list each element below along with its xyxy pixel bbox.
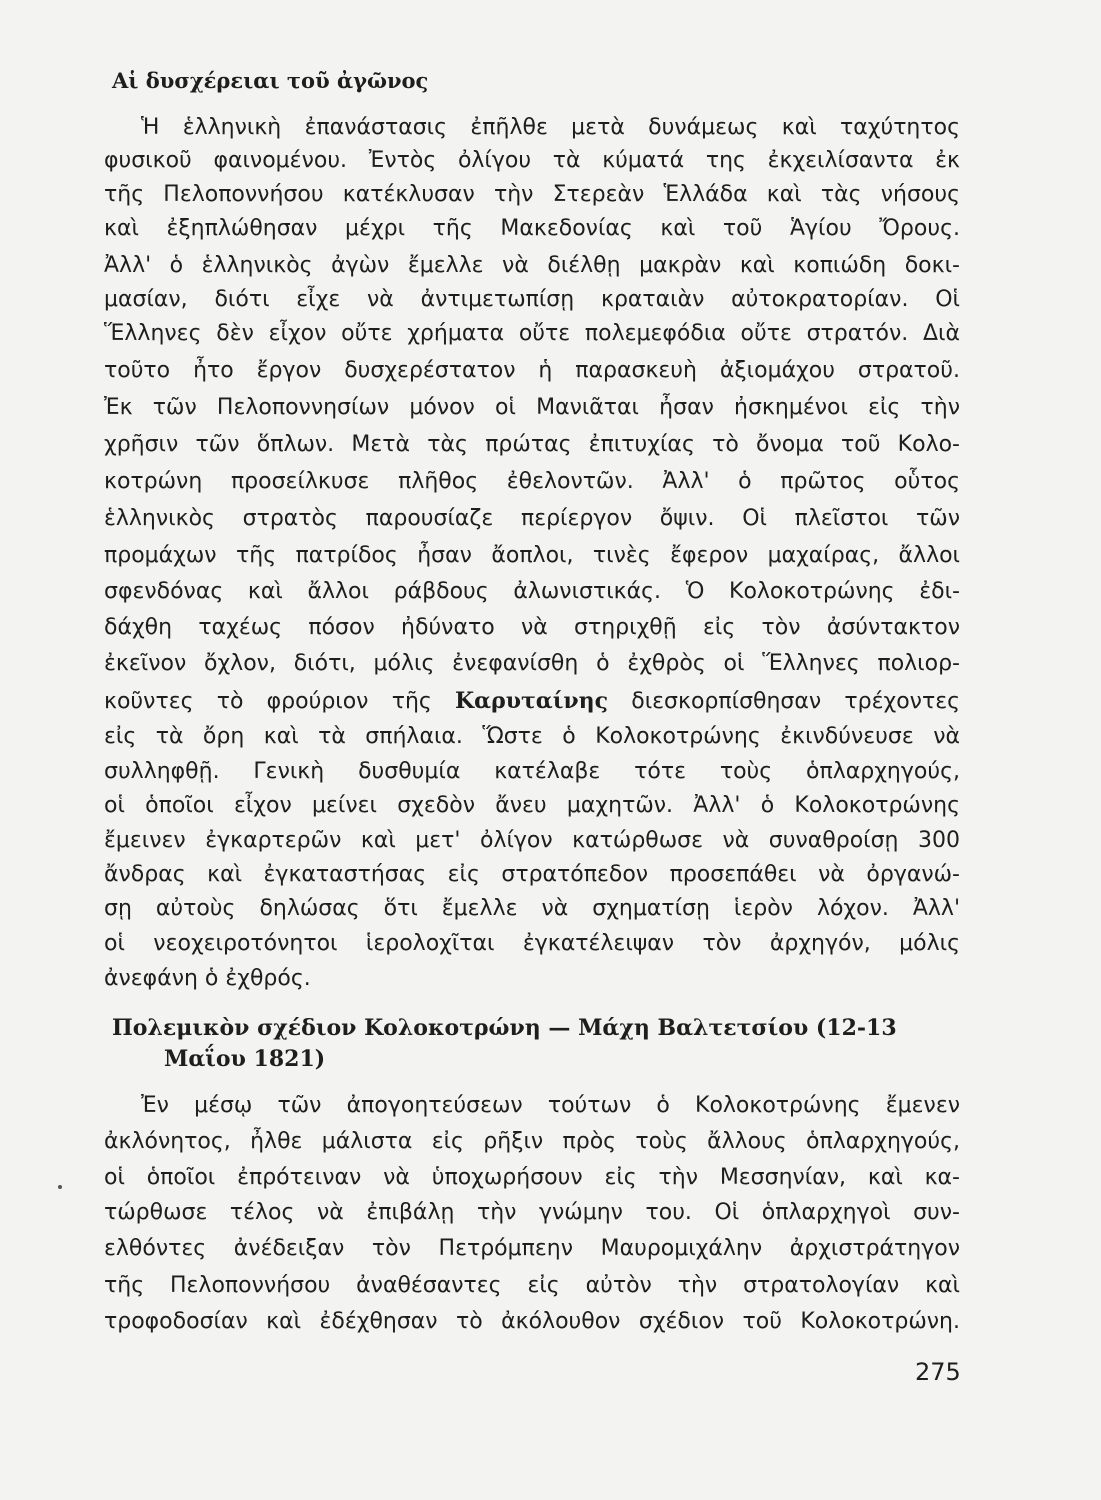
text-line: Ἐκ τῶν Πελοποννησίων μόνον οἱ Μανιᾶται ἦσαν ἠσκημένοι εἰς τὴν (104, 395, 960, 420)
text-line: καὶ ἐξηπλώθησαν μέχρι τῆς Μακεδονίας καὶ τοῦ Ἁγίου Ὄρους. (104, 216, 960, 241)
section-heading-difficulties: Αἱ δυσχέρειαι τοῦ ἀγῶνος (112, 68, 429, 93)
text-line-with-bold (104, 685, 960, 718)
text-line: ελθόντες ἀνέδειξαν τὸν Πετρόμπεην Μαυρομιχάλην ἀρχιστράτηγον (104, 1236, 960, 1261)
text-line: Ἀλλ' ὁ ἑλληνικὸς ἀγὼν ἔμελλε νὰ διέλθῃ μακρὰν καὶ κοπιώδη δοκι- (104, 253, 960, 278)
text-line: ἐκεῖνον ὄχλον, διότι, μόλις ἐνεφανίσθη ὁ ἐχθρὸς οἱ Ἕλληνες πολιορ- (104, 651, 960, 676)
text-segment: διεσκορπίσθησαν τρέχοντες (631, 689, 960, 714)
text-line: οἱ ὁποῖοι ἐπρότειναν νὰ ὑποχωρήσουν εἰς τὴν Μεσσηνίαν, καὶ κα- (104, 1165, 960, 1190)
text-line: τοῦτο ἦτο ἔργον δυσχερέστατον ἡ παρασκευὴ ἀξιομάχου στρατοῦ. (104, 358, 960, 383)
text-line: τῆς Πελοποννήσου κατέκλυσαν τὴν Στερεὰν Ἑλλάδα καὶ τὰς νήσους (104, 182, 960, 207)
text-line: ἄνδρας καὶ ἐγκαταστήσας εἰς στρατόπεδον προσεπάθει νὰ ὀργανώ- (104, 862, 960, 887)
text-line: ἀκλόνητος, ἦλθε μάλιστα εἰς ρῆξιν πρὸς τοὺς ἄλλους ὁπλαρχηγούς, (104, 1129, 960, 1154)
text-line: οἱ νεοχειροτόνητοι ἱερολοχῖται ἐγκατέλειψαν τὸν ἀρχηγόν, μόλις (104, 931, 960, 956)
text-line: τῆς Πελοποννήσου ἀναθέσαντες εἰς αὐτὸν τὴν στρατολογίαν καὶ (104, 1273, 960, 1298)
text-line: σφενδόνας καὶ ἄλλοι ράβδους ἀλωνιστικάς. Ὁ Κολοκοτρώνης ἐδι- (104, 579, 960, 604)
ink-speck (58, 1185, 62, 1189)
text-line: τροφοδοσίαν καὶ ἐδέχθησαν τὸ ἀκόλουθον σχέδιον τοῦ Κολοκοτρώνη. (104, 1309, 960, 1334)
text-line: κοτρώνη προσείλκυσε πλῆθος ἐθελοντῶν. Ἀλλ' ὁ πρῶτος οὗτος (104, 469, 960, 494)
heading-line: Πολεμικὸν σχέδιον Κολοκοτρώνη — Μάχη Βαλτετσίου (12-13 (112, 1015, 897, 1041)
text-line: ἀνεφάνη ὁ ἐχθρός. (104, 966, 311, 991)
heading-line-continued: Μαΐου 1821) (164, 1046, 326, 1072)
text-line: Ἡ ἑλληνικὴ ἐπανάστασις ἐπῆλθε μετὰ δυνάμεως καὶ ταχύτητος (141, 115, 960, 140)
text-segment: κοῦντες τὸ φρούριον τῆς (104, 689, 432, 714)
bold-place-name: Καρυταίνης (455, 688, 609, 714)
text-line: συλληφθῇ. Γενικὴ δυσθυμία κατέλαβε τότε τοὺς ὁπλαρχηγούς, (104, 759, 960, 784)
text-line: οἱ ὁποῖοι εἶχον μείνει σχεδὸν ἄνευ μαχητῶν. Ἀλλ' ὁ Κολοκοτρώνης (104, 793, 960, 818)
text-line: προμάχων τῆς πατρίδος ἦσαν ἄοπλοι, τινὲς ἔφερον μαχαίρας, ἄλλοι (104, 543, 960, 568)
text-line: ἔμεινεν ἐγκαρτερῶν καὶ μετ' ὀλίγον κατώρθωσε νὰ συναθροίσῃ 300 (104, 828, 960, 853)
text-line: Ἐν μέσῳ τῶν ἀπογοητεύσεων τούτων ὁ Κολοκοτρώνης ἔμενεν (141, 1093, 960, 1118)
text-line: δάχθη ταχέως πόσον ἠδύνατο νὰ στηριχθῇ εἰς τὸν ἀσύντακτον (104, 615, 960, 640)
page-number: 275 (915, 1358, 961, 1386)
text-line: χρῆσιν τῶν ὅπλων. Μετὰ τὰς πρώτας ἐπιτυχίας τὸ ὄνομα τοῦ Κολο- (104, 432, 960, 457)
text-line: μασίαν, διότι εἶχε νὰ ἀντιμετωπίσῃ κραταιὰν αὐτοκρατορίαν. Οἱ (104, 287, 960, 312)
text-line: εἰς τὰ ὄρη καὶ τὰ σπήλαια. Ὥστε ὁ Κολοκοτρώνης ἐκινδύνευσε νὰ (104, 724, 960, 749)
text-line: Ἕλληνες δὲν εἶχον οὔτε χρήματα οὔτε πολεμεφόδια οὔτε στρατόν. Διὰ (104, 321, 960, 346)
text-line: σῃ αὐτοὺς δηλώσας ὅτι ἔμελλε νὰ σχηματίσῃ ἱερὸν λόχον. Ἀλλ' (104, 896, 960, 921)
text-line: ἑλληνικὸς στρατὸς παρουσίαζε περίεργον ὄψιν. Οἱ πλεῖστοι τῶν (104, 506, 960, 531)
text-line: τώρθωσε τέλος νὰ ἐπιβάλῃ τὴν γνώμην του. Οἱ ὁπλαρχηγοὶ συν- (104, 1200, 960, 1225)
text-line: φυσικοῦ φαινομένου. Ἐντὸς ὀλίγου τὰ κύματά της ἐκχειλίσαντα ἐκ (104, 148, 960, 173)
section-heading-battle-plan (112, 1015, 962, 1072)
